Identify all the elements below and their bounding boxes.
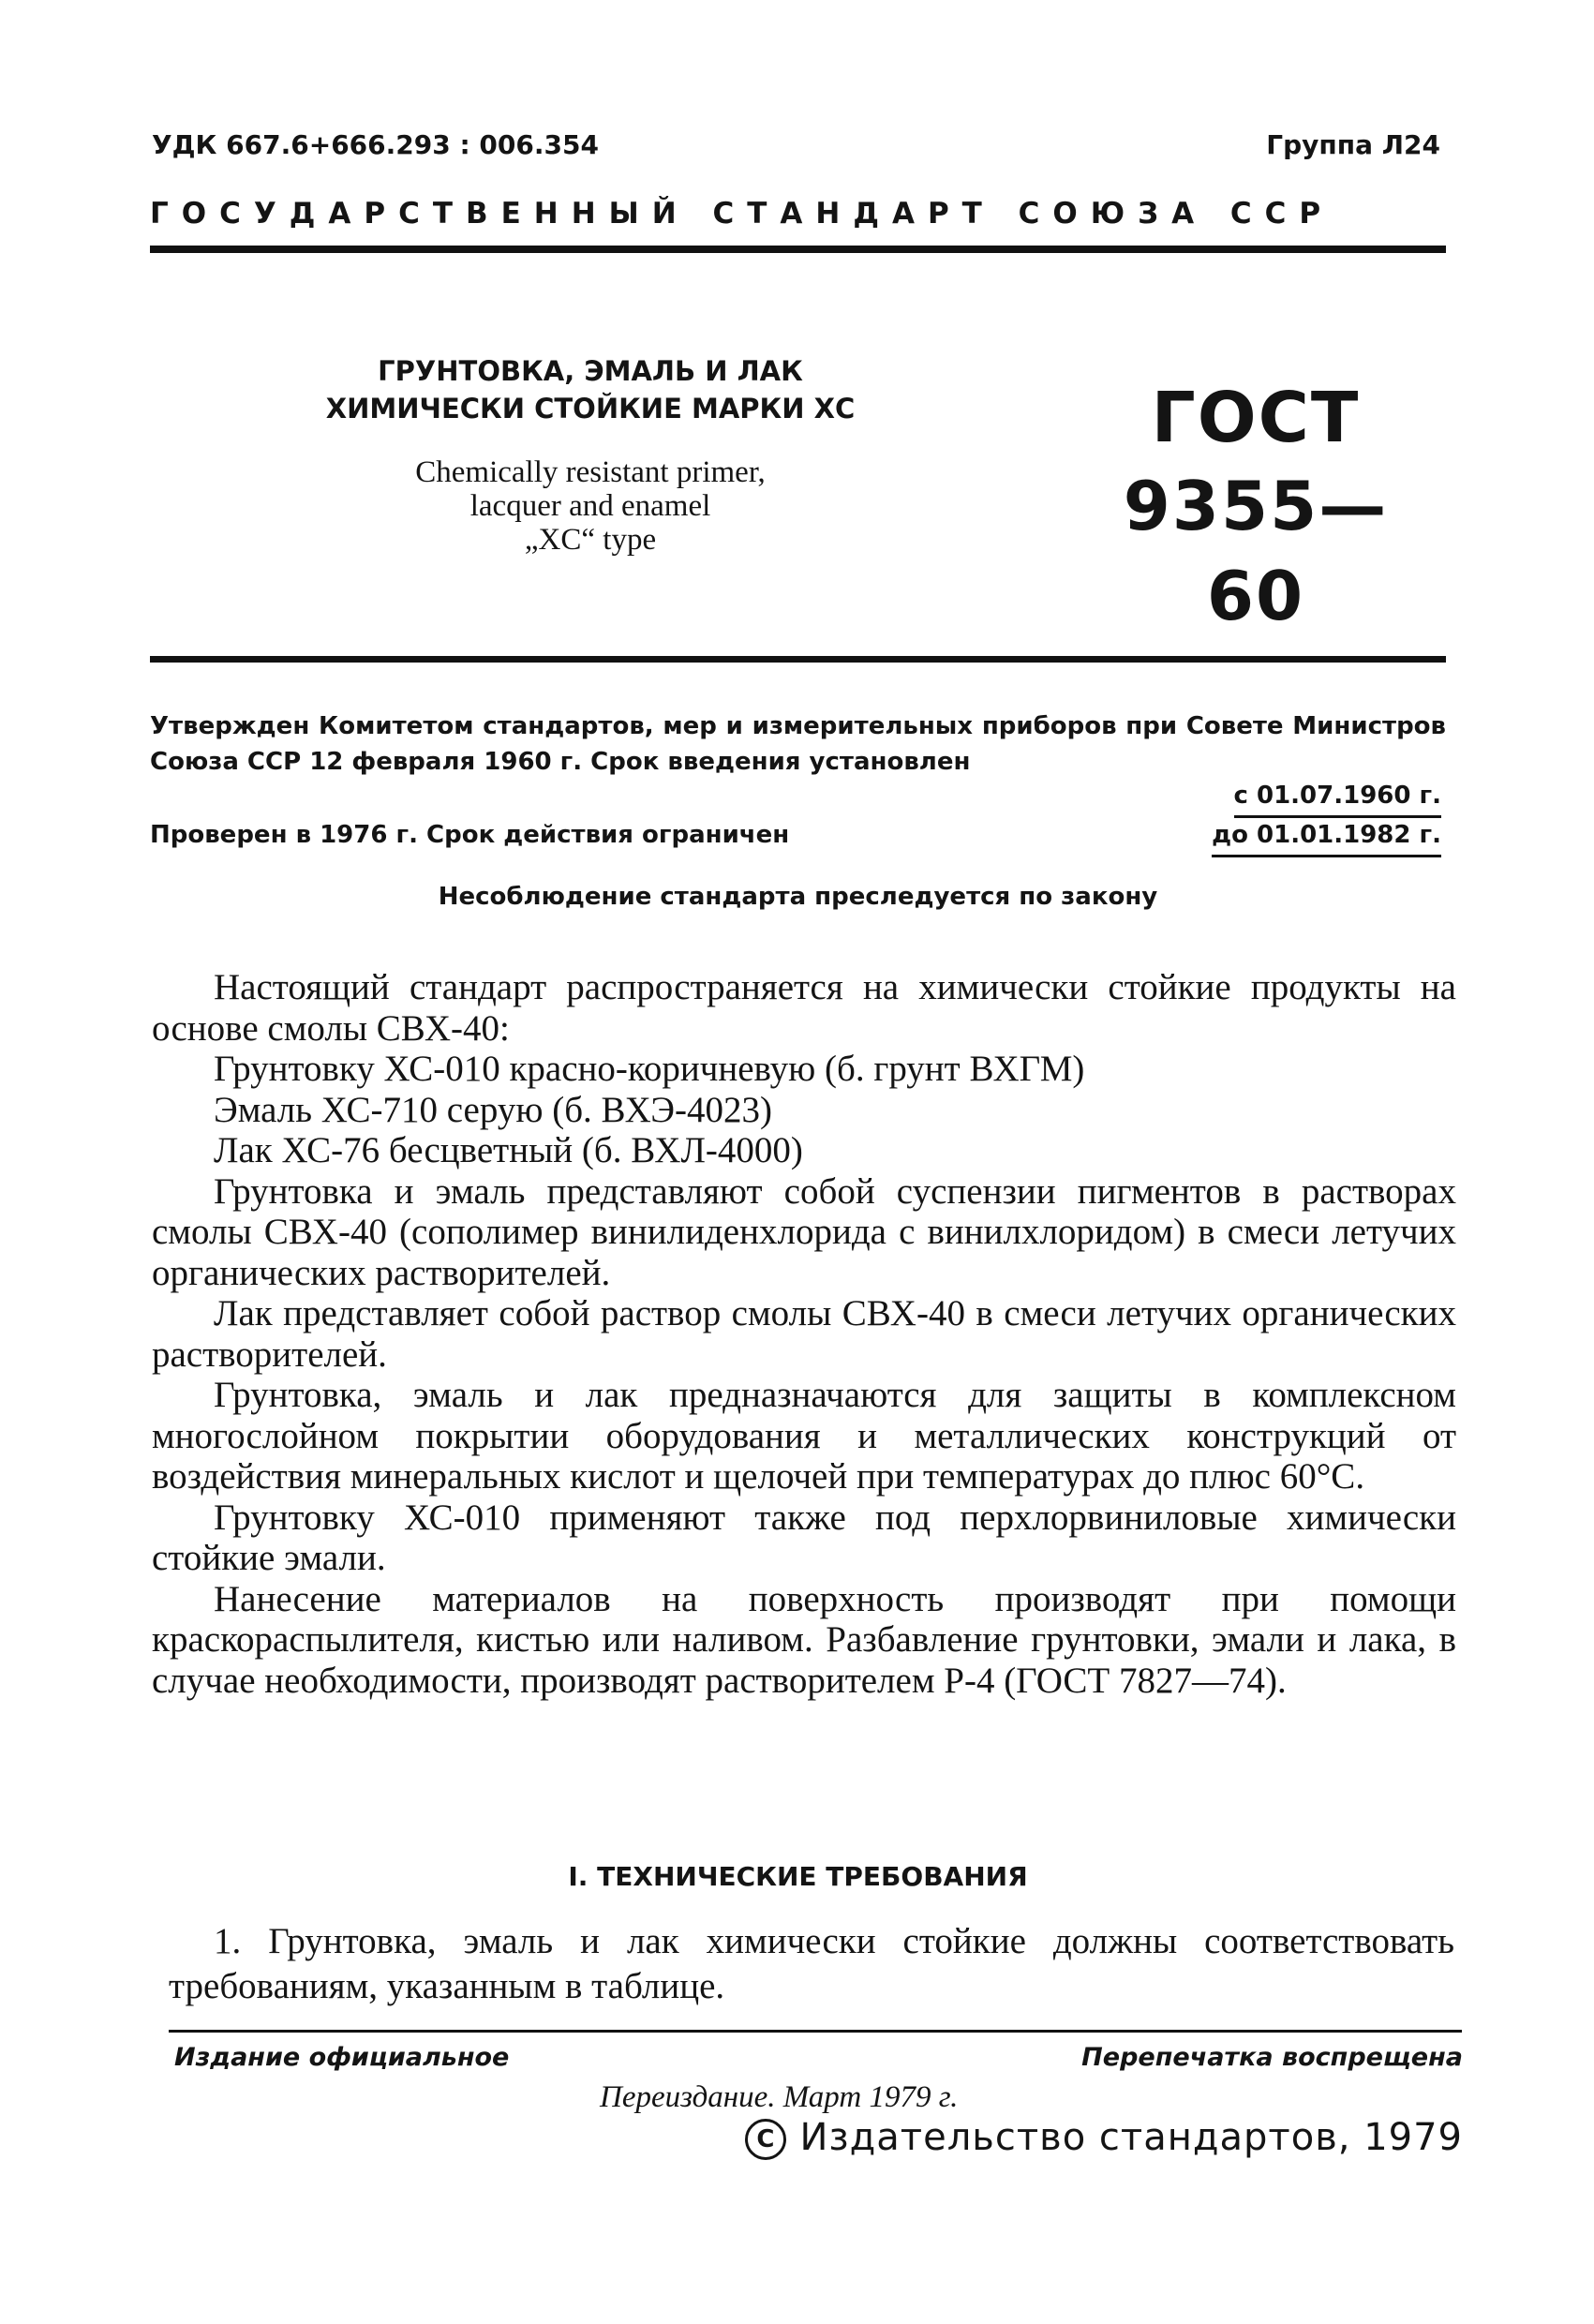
paragraph-primer-use: Грунтовку ХС-010 применяют также под перхлорвиниловые химически стойкие эмали. xyxy=(152,1497,1456,1578)
clause-1 xyxy=(169,1919,1454,2009)
gost-designation xyxy=(1078,375,1434,641)
valid-until-date: до 01.01.1982 г. xyxy=(1212,817,1441,857)
title-en-line-1: Chemically resistant primer, xyxy=(415,455,766,489)
paragraph-application: Нанесение материалов на поверхность производят при помощи краскораспылителя, кистью или наливом. Разбавление грунтовки, эмали и лака, в случае необходимости, производят растворителем Р-4 (ГОСТ 7827—74). xyxy=(152,1578,1456,1701)
section-title: I. ТЕХНИЧЕСКИЕ ТРЕБОВАНИЯ xyxy=(568,1861,1028,1892)
product-item-primer: Грунтовку ХС-010 красно-коричневую (б. грунт ВХГМ) xyxy=(214,1049,1085,1089)
copyright-icon: C xyxy=(745,2119,786,2160)
group-code: Группа Л24 xyxy=(1266,129,1440,160)
clause-1-text: 1. Грунтовка, эмаль и лак химически стойкие должны соответствовать требованиям, указанным в таблице. xyxy=(169,1921,1454,2006)
reprint-prohibited: Перепечатка воспрещена xyxy=(1081,2043,1463,2072)
document-title xyxy=(281,352,900,557)
reissue-note: Переиздание. Март 1979 г. xyxy=(600,2080,959,2114)
udk-code: УДК 667.6+666.293 : 006.354 xyxy=(152,129,599,160)
product-item-lacquer: Лак ХС-76 бесцветный (б. ВХЛ-4000) xyxy=(214,1130,803,1170)
verified-text: Проверен в 1976 г. Срок действия ограничен xyxy=(150,821,790,849)
footer-rule xyxy=(169,2030,1462,2033)
title-en-line-2: lacquer and enamel xyxy=(469,489,711,523)
title-ru-line-1: ГРУНТОВКА, ЭМАЛЬ И ЛАК xyxy=(378,355,803,387)
paragraph-lacquer: Лак представляет собой раствор смолы СВХ-40 в смеси летучих органических растворителей. xyxy=(152,1293,1456,1375)
publisher-line xyxy=(745,2116,1463,2160)
state-standard-heading: ГОСУДАРСТВЕННЫЙ СТАНДАРТ СОЮЗА ССР xyxy=(150,197,1334,231)
product-item-enamel: Эмаль ХС-710 серую (б. ВХЭ-4023) xyxy=(214,1089,772,1130)
paragraph-composition: Грунтовка и эмаль представляют собой суспензии пигментов в растворах смолы СВХ-40 (сополимер винилиденхлорида с винилхлоридом) в смеси летучих органических растворителей. xyxy=(152,1170,1456,1293)
title-ru-line-2: ХИМИЧЕСКИ СТОЙКИЕ МАРКИ ХС xyxy=(325,393,856,425)
gost-number: 9355—60 xyxy=(1123,467,1389,635)
gost-label: ГОСТ xyxy=(1151,378,1361,458)
legal-notice: Несоблюдение стандарта преследуется по закону xyxy=(438,883,1158,911)
paragraph-scope: Настоящий стандарт распространяется на химически стойкие продукты на основе смолы СВХ-40: xyxy=(152,967,1456,1049)
body-text xyxy=(152,967,1456,1701)
title-en-line-3: „XC“ type xyxy=(524,523,657,557)
title-rule xyxy=(150,656,1446,663)
intro-date: с 01.07.1960 г. xyxy=(1234,778,1441,818)
official-edition: Издание официальное xyxy=(174,2043,510,2072)
title-en xyxy=(281,455,900,557)
approval-text: Утвержден Комитетом стандартов, мер и измерительных приборов при Совете Министров Союза ССР 12 февраля 1960 г. Срок введения установлен xyxy=(150,712,1446,776)
header-rule xyxy=(150,246,1446,253)
publisher-name: Издательство стандартов, 1979 xyxy=(799,2116,1463,2159)
paragraph-purpose: Грунтовка, эмаль и лак предназначаются для защиты в комплексном многослойном покрытии оборудования и металлических конструкций от воздействия минеральных кислот и щелочей при температурах до плюс 60°С. xyxy=(152,1375,1456,1497)
